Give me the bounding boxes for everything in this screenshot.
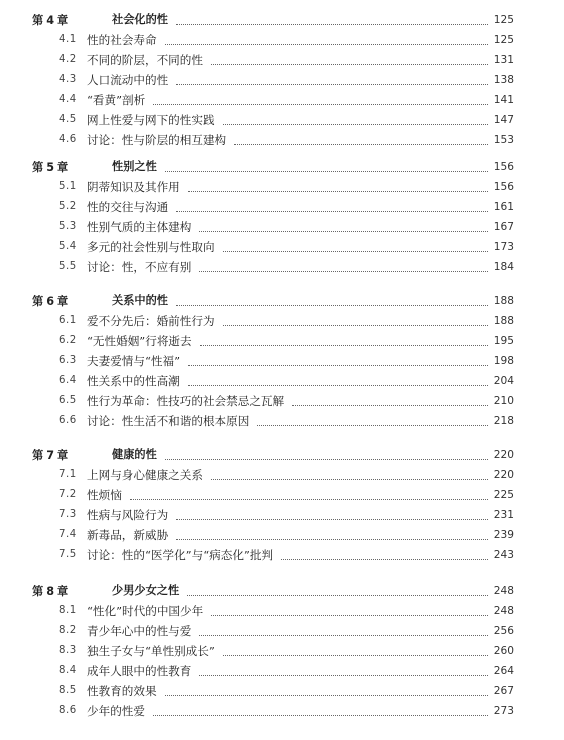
section-number: 6.4 (59, 375, 77, 386)
section-title: 性行为革命：性技巧的社会禁忌之瓦解 (87, 394, 285, 408)
dot-leader (199, 230, 488, 232)
chapter-entry[interactable] (32, 10, 514, 30)
page-number: 231 (493, 509, 514, 521)
chapter-title: 性别之性 (112, 160, 157, 173)
chapter-digit: 8 (46, 584, 54, 598)
chapter-entry[interactable] (32, 445, 514, 465)
section-title: “看黄”剖析 (87, 93, 146, 107)
chapter-suffix: 章 (57, 159, 69, 174)
section-entry[interactable] (59, 391, 514, 411)
section-entry[interactable] (59, 545, 514, 565)
page-number: 188 (493, 315, 514, 327)
dot-leader (188, 364, 488, 366)
section-title: 阴蒂知识及其作用 (87, 180, 180, 194)
section-title: 少年的性爱 (87, 704, 145, 718)
page-number: 161 (493, 201, 514, 213)
section-entry[interactable] (59, 485, 514, 505)
section-number: 5.2 (59, 201, 77, 212)
section-number: 6.5 (59, 395, 77, 406)
section-title: 性别气质的主体建构 (87, 220, 192, 234)
page-number: 153 (493, 134, 514, 146)
dot-leader (223, 324, 488, 326)
page-number: 184 (493, 261, 514, 273)
section-number: 4.3 (59, 74, 77, 85)
chapter-entry[interactable] (32, 157, 514, 177)
section-title: 性的交往与沟通 (87, 200, 169, 214)
dot-leader (165, 170, 488, 172)
section-number: 5.1 (59, 181, 77, 192)
dot-leader (199, 634, 488, 636)
section-title: 青少年心中的性与爱 (87, 624, 192, 638)
chapter-prefix: 第 (32, 12, 44, 27)
dot-leader (223, 250, 488, 252)
page-number: 220 (493, 449, 514, 461)
section-title: 性烦恼 (87, 488, 122, 502)
page-number: 218 (493, 415, 514, 427)
dot-leader (200, 344, 488, 346)
section-title: 网上性爱与网下的性实践 (87, 113, 215, 127)
section-title: 讨论：性生活不和谐的根本原因 (87, 414, 250, 428)
chapter-title: 关系中的性 (112, 294, 168, 307)
page-number: 225 (493, 489, 514, 501)
section-title: 人口流动中的性 (87, 73, 169, 87)
dot-leader (292, 404, 488, 406)
chapter-title: 社会化的性 (112, 13, 168, 26)
section-title: 夫妻爱情与“性福” (87, 354, 181, 368)
section-number: 8.1 (59, 605, 77, 616)
section-title: 性教育的效果 (87, 684, 157, 698)
page-number: 138 (493, 74, 514, 86)
section-number: 7.2 (59, 489, 77, 500)
section-number: 7.4 (59, 529, 77, 540)
dot-leader (130, 498, 488, 500)
chapter-title: 少男少女之性 (112, 584, 180, 597)
dot-leader (211, 63, 488, 65)
dot-leader (199, 674, 488, 676)
chapter-number (32, 10, 112, 31)
dot-leader (165, 694, 488, 696)
section-entry[interactable] (59, 110, 514, 130)
section-title: 讨论：性与阶层的相互建构 (87, 133, 227, 147)
section-entry[interactable] (59, 411, 514, 431)
section-entry[interactable] (59, 465, 514, 485)
chapter-entry[interactable] (32, 291, 514, 311)
section-entry[interactable] (59, 311, 514, 331)
dot-leader (223, 123, 488, 125)
section-title: 成年人眼中的性教育 (87, 664, 192, 678)
dot-leader (211, 614, 488, 616)
dot-leader (176, 210, 488, 212)
section-title: 性的社会寿命 (87, 33, 157, 47)
dot-leader (153, 714, 488, 716)
section-number: 5.5 (59, 261, 77, 272)
section-number: 4.2 (59, 54, 77, 65)
page-number: 188 (493, 295, 514, 307)
chapter-suffix: 章 (57, 293, 69, 308)
page-number: 147 (493, 114, 514, 126)
section-entry[interactable] (59, 661, 514, 681)
section-title: 新毒品，新威胁 (87, 528, 169, 542)
section-entry[interactable] (59, 217, 514, 237)
dot-leader (211, 478, 488, 480)
page-number: 248 (493, 585, 514, 597)
chapter-digit: 6 (46, 294, 54, 308)
section-number: 4.6 (59, 134, 77, 145)
chapter-number (32, 581, 112, 602)
section-number: 6.3 (59, 355, 77, 366)
section-title: 独生子女与“单性别成长” (87, 644, 215, 658)
section-number: 7.5 (59, 549, 77, 560)
section-entry[interactable] (59, 371, 514, 391)
chapter-entry[interactable] (32, 581, 514, 601)
chapter-suffix: 章 (57, 12, 69, 27)
section-number: 5.3 (59, 221, 77, 232)
section-title: 讨论：性，不应有别 (87, 260, 192, 274)
section-number: 5.4 (59, 241, 77, 252)
page-number: 210 (493, 395, 514, 407)
dot-leader (176, 538, 488, 540)
chapter-prefix: 第 (32, 293, 44, 308)
dot-leader (188, 384, 488, 386)
section-entry[interactable] (59, 621, 514, 641)
chapter-suffix: 章 (57, 447, 69, 462)
chapter-digit: 5 (46, 160, 54, 174)
page-number: 243 (493, 549, 514, 561)
page-number: 198 (493, 355, 514, 367)
section-number: 4.5 (59, 114, 77, 125)
chapter-digit: 4 (46, 13, 54, 27)
section-number: 7.3 (59, 509, 77, 520)
page-number: 125 (493, 34, 514, 46)
page-number: 273 (493, 705, 514, 717)
section-entry[interactable] (59, 70, 514, 90)
page-number: 260 (493, 645, 514, 657)
dot-leader (187, 594, 488, 596)
section-entry[interactable] (59, 351, 514, 371)
section-number: 6.6 (59, 415, 77, 426)
section-number: 4.4 (59, 94, 77, 105)
section-title: 爱不分先后：婚前性行为 (87, 314, 215, 328)
dot-leader (153, 103, 488, 105)
section-entry[interactable] (59, 90, 514, 110)
page-number: 204 (493, 375, 514, 387)
section-number: 8.4 (59, 665, 77, 676)
page-number: 156 (493, 161, 514, 173)
section-number: 8.2 (59, 625, 77, 636)
page-number: 256 (493, 625, 514, 637)
dot-leader (165, 458, 488, 460)
section-entry[interactable] (59, 177, 514, 197)
section-number: 8.3 (59, 645, 77, 656)
page-number: 167 (493, 221, 514, 233)
section-title: 性病与风险行为 (87, 508, 169, 522)
section-number: 6.2 (59, 335, 77, 346)
page-number: 239 (493, 529, 514, 541)
section-title: 性关系中的性高潮 (87, 374, 180, 388)
section-number: 4.1 (59, 34, 77, 45)
dot-leader (199, 270, 488, 272)
section-entry[interactable] (59, 50, 514, 70)
section-entry[interactable] (59, 30, 514, 50)
dot-leader (176, 304, 488, 306)
page-number: 248 (493, 605, 514, 617)
section-title: 不同的阶层，不同的性 (87, 53, 203, 67)
section-entry[interactable] (59, 505, 514, 525)
chapter-number (32, 157, 112, 178)
section-entry[interactable] (59, 601, 514, 621)
section-title: 多元的社会性别与性取向 (87, 240, 215, 254)
chapter-prefix: 第 (32, 159, 44, 174)
dot-leader (281, 558, 488, 560)
page-number: 173 (493, 241, 514, 253)
page-number: 267 (493, 685, 514, 697)
section-title: “无性婚姻”行将逝去 (87, 334, 192, 348)
section-title: 讨论：性的“医学化”与“病态化”批判 (87, 548, 274, 562)
chapter-number (32, 445, 112, 466)
section-number: 8.5 (59, 685, 77, 696)
page-number: 156 (493, 181, 514, 193)
section-entry[interactable] (59, 525, 514, 545)
chapter-prefix: 第 (32, 447, 44, 462)
dot-leader (176, 518, 488, 520)
chapter-title: 健康的性 (112, 448, 157, 461)
section-number: 6.1 (59, 315, 77, 326)
page-number: 220 (493, 469, 514, 481)
page-number: 141 (493, 94, 514, 106)
section-entry[interactable] (59, 701, 514, 721)
chapter-digit: 7 (46, 448, 54, 462)
chapter-prefix: 第 (32, 583, 44, 598)
dot-leader (234, 143, 488, 145)
section-entry[interactable] (59, 237, 514, 257)
page-number: 125 (493, 14, 514, 26)
dot-leader (176, 83, 488, 85)
page-number: 131 (493, 54, 514, 66)
dot-leader (176, 23, 488, 25)
dot-leader (223, 654, 488, 656)
page-number: 195 (493, 335, 514, 347)
section-entry[interactable] (59, 641, 514, 661)
section-title: “性化”时代的中国少年 (87, 604, 204, 618)
chapter-suffix: 章 (57, 583, 69, 598)
page-number: 264 (493, 665, 514, 677)
section-number: 8.6 (59, 705, 77, 716)
section-entry[interactable] (59, 681, 514, 701)
section-number: 7.1 (59, 469, 77, 480)
section-entry[interactable] (59, 197, 514, 217)
dot-leader (188, 190, 488, 192)
section-entry[interactable] (59, 331, 514, 351)
dot-leader (257, 424, 488, 426)
chapter-number (32, 291, 112, 312)
dot-leader (165, 43, 488, 45)
section-entry[interactable] (59, 257, 514, 277)
section-title: 上网与身心健康之关系 (87, 468, 203, 482)
section-entry[interactable] (59, 130, 514, 150)
